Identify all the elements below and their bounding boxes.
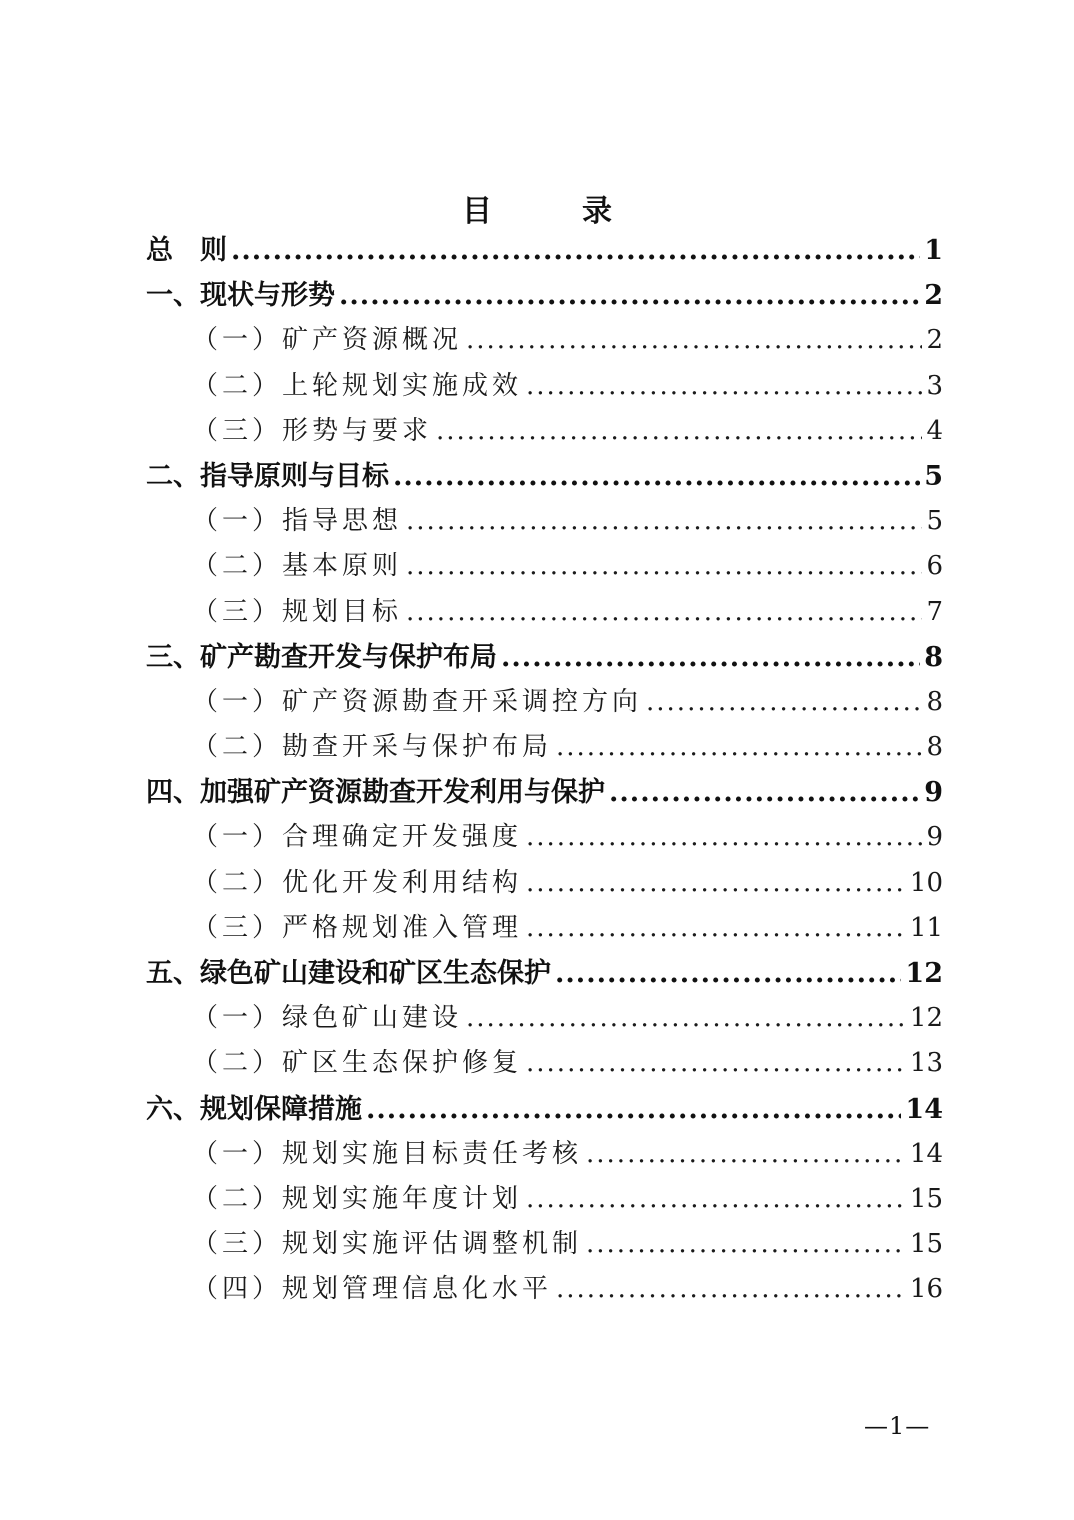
toc-entry-label: （三）严格规划准入管理 <box>192 912 523 943</box>
toc-section-entry[interactable] <box>146 996 943 1041</box>
toc-entry-label: （四）规划管理信息化水平 <box>192 1274 553 1305</box>
toc-chapter-entry[interactable] <box>146 951 943 996</box>
toc-dot-leader <box>586 1132 906 1177</box>
toc-entry-label: 二、指导原则与目标 <box>146 460 389 492</box>
toc-dot-leader <box>393 454 920 499</box>
toc-entry-page-number: 8 <box>926 686 943 717</box>
toc-entry-page-number: 7 <box>926 596 943 627</box>
toc-entry-label: （三）规划实施评估调整机制 <box>192 1229 583 1260</box>
toc-section-entry[interactable] <box>146 906 943 951</box>
toc-entry-page-number: 10 <box>909 867 943 898</box>
toc-dot-leader <box>406 544 922 589</box>
toc-entry-page-number: 5 <box>924 460 943 492</box>
toc-entry-label: （一）规划实施目标责任考核 <box>192 1138 583 1169</box>
toc-entry-page-number: 1 <box>924 235 943 266</box>
toc-dot-leader <box>466 318 922 363</box>
toc-entry-page-number: 3 <box>926 370 943 401</box>
toc-entry-page-number: 14 <box>905 1093 943 1125</box>
toc-chapter-entry[interactable] <box>146 635 943 680</box>
toc-entry-label: （二）矿区生态保护修复 <box>192 1048 523 1079</box>
toc-dot-leader <box>556 725 922 770</box>
table-of-contents <box>146 228 943 1313</box>
toc-section-entry[interactable] <box>146 1177 943 1222</box>
toc-dot-leader <box>501 635 920 680</box>
toc-dot-leader <box>436 409 922 454</box>
toc-section-entry[interactable] <box>146 861 943 906</box>
toc-section-entry[interactable] <box>146 544 943 589</box>
toc-entry-label: （二）勘查开采与保护布局 <box>192 732 553 763</box>
toc-dot-leader <box>586 1222 906 1267</box>
toc-section-entry[interactable] <box>146 1267 943 1312</box>
toc-dot-leader <box>526 906 906 951</box>
toc-dot-leader <box>556 1267 906 1312</box>
toc-dot-leader <box>526 364 922 409</box>
toc-entry-page-number: 2 <box>924 280 943 312</box>
toc-entry-label: （一）合理确定开发强度 <box>192 822 523 853</box>
toc-dot-leader <box>646 680 922 725</box>
toc-entry-page-number: 12 <box>905 958 943 989</box>
toc-section-entry[interactable] <box>146 1132 943 1177</box>
toc-entry-page-number: 4 <box>926 415 943 446</box>
toc-section-entry[interactable] <box>146 318 943 363</box>
toc-entry-page-number: 14 <box>909 1138 943 1169</box>
toc-dot-leader <box>555 951 901 996</box>
toc-entry-page-number: 15 <box>909 1183 943 1214</box>
toc-entry-label: 五、绿色矿山建设和矿区生态保护 <box>146 958 551 989</box>
toc-entry-page-number: 16 <box>909 1274 943 1305</box>
toc-entry-label: 六、规划保障措施 <box>146 1093 362 1125</box>
toc-entry-label: 总 则 <box>146 235 227 266</box>
toc-entry-page-number: 13 <box>909 1048 943 1079</box>
toc-dot-leader <box>526 815 922 860</box>
toc-entry-page-number: 2 <box>926 325 943 356</box>
toc-entry-label: （一）绿色矿山建设 <box>192 1003 463 1034</box>
toc-section-entry[interactable] <box>146 409 943 454</box>
toc-chapter-entry[interactable] <box>146 273 943 318</box>
toc-section-entry[interactable] <box>146 1222 943 1267</box>
toc-entry-label: （三）规划目标 <box>192 596 403 627</box>
toc-entry-page-number: 8 <box>924 641 943 673</box>
toc-dot-leader <box>339 273 920 318</box>
toc-dot-leader <box>526 1041 906 1086</box>
toc-entry-page-number: 9 <box>924 777 943 809</box>
page-title: 目 录 <box>462 194 642 229</box>
toc-entry-label: 三、矿产勘查开发与保护布局 <box>146 641 497 673</box>
toc-entry-page-number: 12 <box>909 1003 943 1034</box>
toc-dot-leader <box>231 228 920 273</box>
toc-entry-page-number: 11 <box>909 912 943 943</box>
toc-section-entry[interactable] <box>146 499 943 544</box>
toc-chapter-entry[interactable] <box>146 770 943 815</box>
toc-entry-page-number: 8 <box>926 732 943 763</box>
toc-entry-label: （一）指导思想 <box>192 506 403 537</box>
toc-entry-label: （三）形势与要求 <box>192 415 433 446</box>
toc-entry-label: （二）规划实施年度计划 <box>192 1183 523 1214</box>
toc-entry-label: （一）矿产资源勘查开采调控方向 <box>192 686 643 717</box>
toc-dot-leader <box>526 861 906 906</box>
toc-chapter-entry[interactable] <box>146 228 943 273</box>
toc-entry-label: 一、现状与形势 <box>146 280 335 312</box>
page-number: —1— <box>864 1412 931 1440</box>
toc-section-entry[interactable] <box>146 590 943 635</box>
toc-chapter-entry[interactable] <box>146 454 943 499</box>
toc-dot-leader <box>466 996 906 1041</box>
toc-section-entry[interactable] <box>146 725 943 770</box>
toc-entry-label: 四、加强矿产资源勘查开发利用与保护 <box>146 777 605 809</box>
toc-dot-leader <box>406 499 922 544</box>
toc-entry-label: （一）矿产资源概况 <box>192 325 463 356</box>
toc-dot-leader <box>526 1177 906 1222</box>
toc-entry-page-number: 15 <box>909 1229 943 1260</box>
toc-dot-leader <box>406 590 922 635</box>
toc-entry-page-number: 9 <box>926 822 943 853</box>
toc-dot-leader <box>609 770 920 815</box>
toc-section-entry[interactable] <box>146 680 943 725</box>
toc-entry-page-number: 6 <box>926 551 943 582</box>
toc-entry-label: （二）基本原则 <box>192 551 403 582</box>
toc-entry-label: （二）上轮规划实施成效 <box>192 370 523 401</box>
toc-section-entry[interactable] <box>146 815 943 860</box>
toc-chapter-entry[interactable] <box>146 1087 943 1132</box>
toc-entry-page-number: 5 <box>926 506 943 537</box>
toc-dot-leader <box>366 1087 901 1132</box>
toc-section-entry[interactable] <box>146 1041 943 1086</box>
toc-entry-label: （二）优化开发利用结构 <box>192 867 523 898</box>
toc-section-entry[interactable] <box>146 364 943 409</box>
